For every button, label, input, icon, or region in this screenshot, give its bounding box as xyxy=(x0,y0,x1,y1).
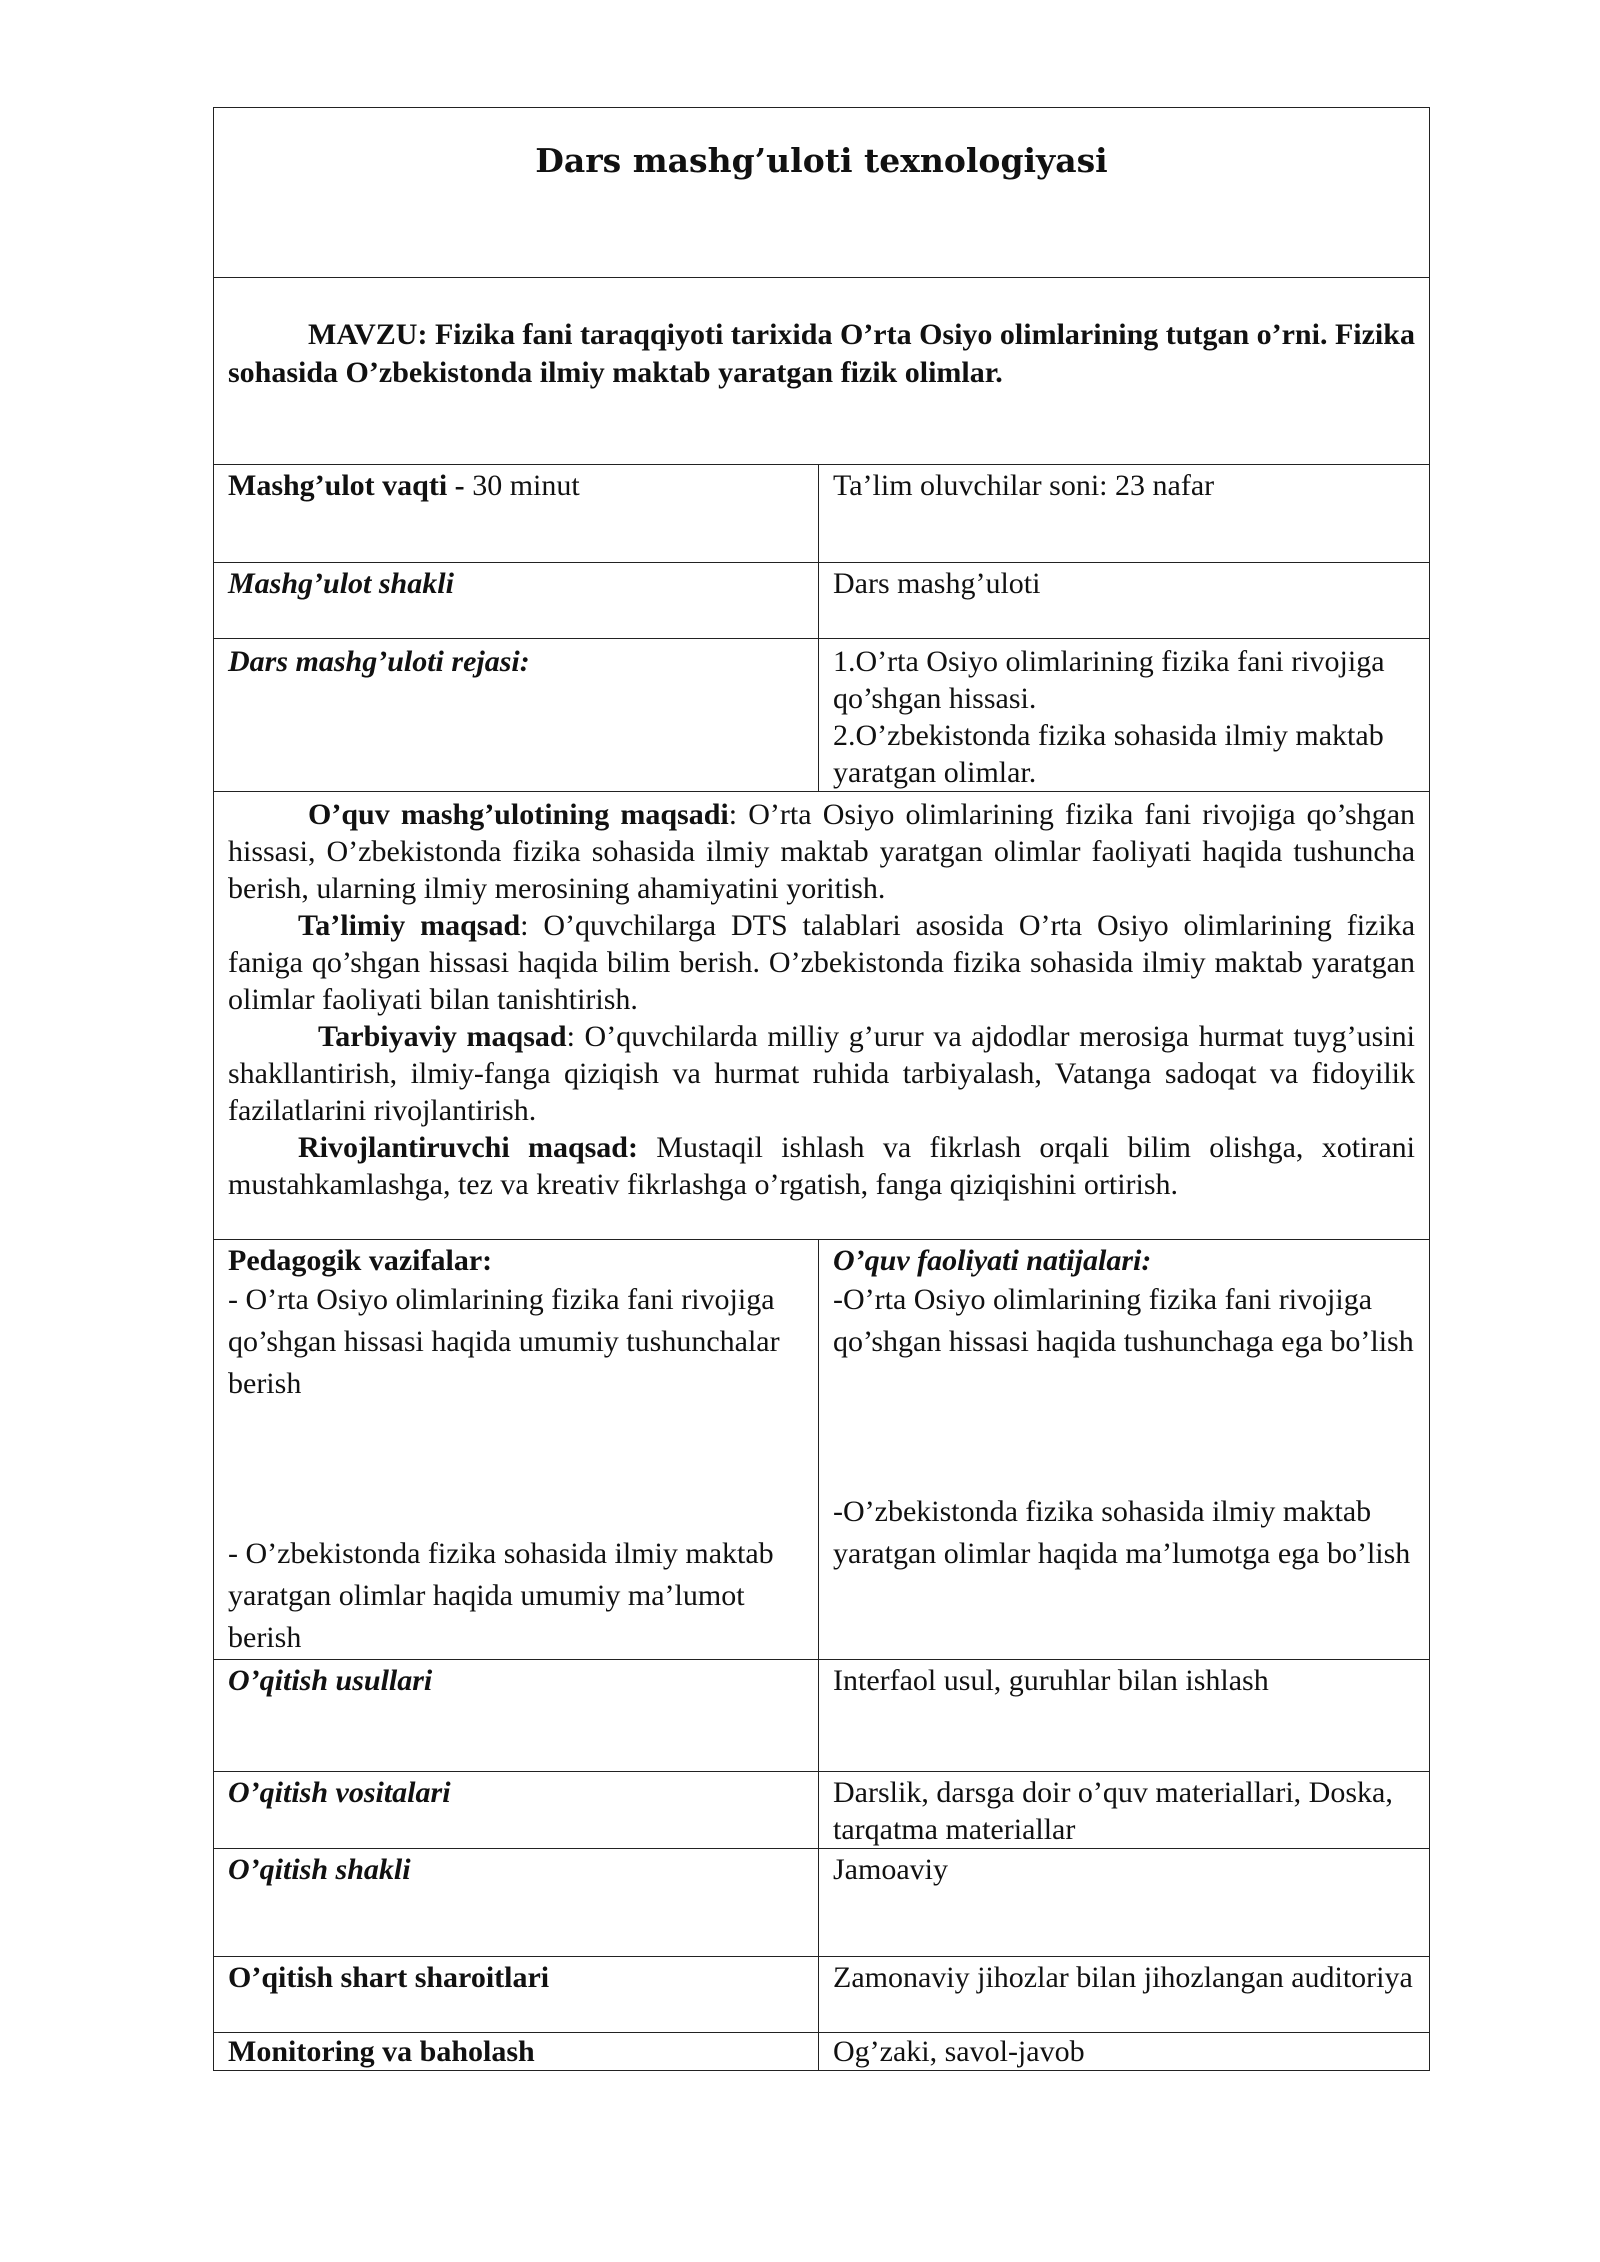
title-row xyxy=(214,108,1430,278)
goals-cell xyxy=(214,792,1430,1240)
lesson-plan-document xyxy=(213,107,1429,2071)
pedagogik-item: - O’rta Osiyo olimlarining fizika fani rivojiga qo’shgan hissasi haqida umumiy tushunchalar berish xyxy=(228,1283,780,1400)
time-row xyxy=(214,465,1430,563)
tarbiyaviy-goal xyxy=(228,1018,1415,1129)
rivoj-goal-text: Mustaqil ishlash va fikrlash orqali bilim olishga, xotirani mustahkamlashga, tez va kreativ fikrlashga o’rgatish, fanga qiziqishini ortirish. xyxy=(228,1131,1416,1201)
main-goal-text: : O’rta Osiyo olimlarining fizika fani rivojiga qo’shgan hissasi, O’zbekistonda fizika sohasida ilmiy maktab yaratgan olimlar faoliyati haqida tushuncha berish, ularning ilmiy merosining ahamiyatini yoritish. xyxy=(228,798,1416,905)
pedagogik-cell xyxy=(214,1240,819,1660)
reja-item: 2.O’zbekistonda fizika sohasida ilmiy maktab yaratgan olimlar. xyxy=(833,719,1384,789)
usullari-value-cell xyxy=(819,1660,1430,1772)
talimiy-goal-label: Ta’limiy maqsad xyxy=(298,909,521,942)
time-label: Mashg’ulot vaqti - xyxy=(228,469,473,502)
monitoring-row xyxy=(214,2033,1430,2071)
rivoj-goal xyxy=(228,1129,1415,1203)
natijalar-cell xyxy=(819,1240,1430,1660)
oqitish-shakli-value: Jamoaviy xyxy=(833,1853,948,1886)
time-value: 30 minut xyxy=(472,469,580,502)
monitoring-value: Og’zaki, savol-javob xyxy=(833,2035,1085,2068)
title-cell xyxy=(214,108,1430,278)
document-title: Dars mashg’uloti texnologiyasi xyxy=(535,141,1108,180)
mavzu-row xyxy=(214,278,1430,465)
shart-row xyxy=(214,1957,1430,2033)
time-cell xyxy=(214,465,819,563)
monitoring-label-cell xyxy=(214,2033,819,2071)
students-count: Ta’lim oluvchilar soni: 23 nafar xyxy=(833,469,1215,502)
shart-label: O’qitish shart sharoitlari xyxy=(228,1961,550,1994)
natijalar-item: -O’zbekistonda fizika sohasida ilmiy maktab yaratgan olimlar haqida ma’lumotga ega bo’lish xyxy=(833,1495,1411,1570)
shakl-label-cell xyxy=(214,563,819,639)
main-goal-label: O’quv mashg’ulotining maqsadi xyxy=(308,798,729,831)
students-cell xyxy=(819,465,1430,563)
reja-row xyxy=(214,639,1430,792)
usullari-label-cell xyxy=(214,1660,819,1772)
oqitish-shakli-row xyxy=(214,1849,1430,1957)
pedagogik-label: Pedagogik vazifalar: xyxy=(228,1244,493,1277)
shart-value: Zamonaviy jihozlar bilan jihozlangan auditoriya xyxy=(833,1961,1413,1994)
natijalar-item: -O’rta Osiyo olimlarining fizika fani rivojiga qo’shgan hissasi haqida tushunchaga ega bo’lish xyxy=(833,1283,1414,1358)
pedagogik-row xyxy=(214,1240,1430,1660)
monitoring-label: Monitoring va baholash xyxy=(228,2035,535,2068)
monitoring-value-cell xyxy=(819,2033,1430,2071)
oqitish-shakli-label-cell xyxy=(214,1849,819,1957)
mavzu-label: MAVZU: xyxy=(308,318,428,351)
vositalari-value: Darslik, darsga doir o’quv materiallari, Doska, tarqatma materiallar xyxy=(833,1776,1393,1846)
natijalar-label: O’quv faoliyati natijalari: xyxy=(833,1244,1152,1277)
oqitish-shakli-label: O’qitish shakli xyxy=(228,1853,411,1886)
lesson-plan-table xyxy=(213,107,1430,2071)
usullari-label: O’qitish usullari xyxy=(228,1664,433,1697)
talimiy-goal xyxy=(228,907,1415,1018)
tarbiyaviy-goal-label: Tarbiyaviy maqsad xyxy=(318,1020,567,1053)
vositalari-label-cell xyxy=(214,1772,819,1849)
pedagogik-item: - O’zbekistonda fizika sohasida ilmiy maktab yaratgan olimlar haqida umumiy ma’lumot berish xyxy=(228,1537,774,1654)
rivoj-goal-label: Rivojlantiruvchi maqsad: xyxy=(298,1131,638,1164)
reja-items-cell xyxy=(819,639,1430,792)
usullari-value: Interfaol usul, guruhlar bilan ishlash xyxy=(833,1664,1269,1697)
mavzu-cell xyxy=(214,278,1430,465)
vositalari-row xyxy=(214,1772,1430,1849)
vositalari-value-cell xyxy=(819,1772,1430,1849)
shakl-value: Dars mashg’uloti xyxy=(833,567,1041,600)
main-goal xyxy=(228,796,1415,907)
shakl-row xyxy=(214,563,1430,639)
shakl-label: Mashg’ulot shakli xyxy=(228,567,454,600)
reja-label: Dars mashg’uloti rejasi: xyxy=(228,645,530,678)
shakl-value-cell xyxy=(819,563,1430,639)
talimiy-goal-text: : O’quvchilarga DTS talablari asosida O’rta Osiyo olimlarining fizika faniga qo’shgan hissasi haqida bilim berish. O’zbekistonda fizika sohasida ilmiy maktab yaratgan olimlar faoliyati bilan tanishtirish. xyxy=(228,909,1416,1016)
reja-label-cell xyxy=(214,639,819,792)
tarbiyaviy-goal-text: : O’quvchilarda milliy g’urur va ajdodlar merosiga hurmat tuyg’usini shakllantirish, ilmiy-fanga qiziqish va hurmat ruhida tarbiyalash, Vatanga sadoqat va fidoyilik fazilatlarini rivojlantirish. xyxy=(228,1020,1416,1127)
shart-label-cell xyxy=(214,1957,819,2033)
oqitish-shakli-value-cell xyxy=(819,1849,1430,1957)
reja-item: 1.O’rta Osiyo olimlarining fizika fani rivojiga qo’shgan hissasi. xyxy=(833,645,1385,715)
vositalari-label: O’qitish vositalari xyxy=(228,1776,451,1809)
mavzu-text: Fizika fani taraqqiyoti tarixida O’rta Osiyo olimlarining tutgan o’rni. Fizika sohasida O’zbekistonda ilmiy maktab yaratgan fizik olimlar. xyxy=(228,318,1415,389)
goals-row xyxy=(214,792,1430,1240)
shart-value-cell xyxy=(819,1957,1430,2033)
usullari-row xyxy=(214,1660,1430,1772)
